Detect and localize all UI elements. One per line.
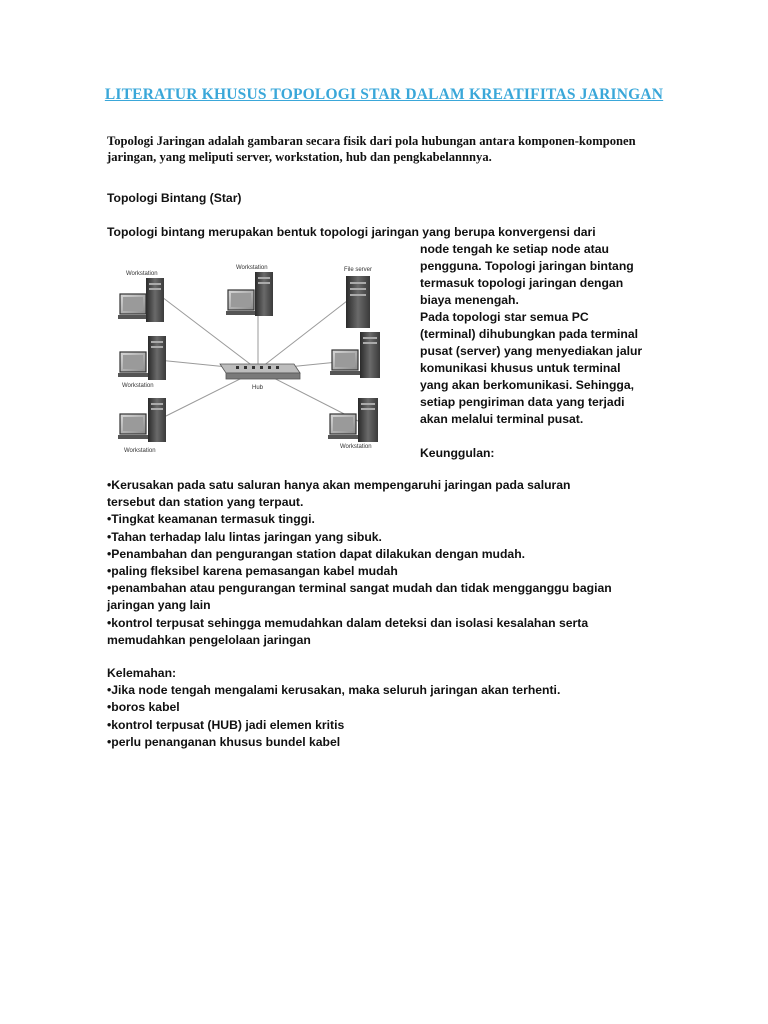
weaknesses-heading: Kelemahan:	[107, 666, 177, 680]
weaknesses-list	[107, 665, 667, 751]
column-line: akan melalui terminal pusat.	[420, 412, 584, 426]
section-subheading: Topologi Bintang (Star)	[107, 191, 242, 205]
workstation-label: Workstation	[236, 265, 268, 271]
advantages-list	[107, 477, 667, 649]
column-line: pusat (server) yang menyediakan jalur	[420, 344, 643, 358]
column-line: pengguna. Topologi jaringan bintang	[420, 259, 634, 273]
workstation-icon	[226, 272, 273, 316]
workstation-label: Workstation	[124, 448, 156, 454]
workstation-label: Workstation	[340, 444, 372, 450]
column-line: (terminal) dihubungkan pada terminal	[420, 327, 639, 341]
column-line: setiap pengiriman data yang terjadi	[420, 395, 625, 409]
column-line: node tengah ke setiap node atau	[420, 242, 609, 256]
advantages-heading: Keunggulan:	[420, 446, 495, 460]
list-item: •Kerusakan pada satu saluran hanya akan mempengaruhi jaringan pada saluran	[107, 478, 571, 492]
workstation-icon	[118, 278, 164, 322]
list-item: •Tahan terhadap lalu lintas jaringan yang sibuk.	[107, 529, 382, 544]
list-item: •kontrol terpusat sehingga memudahkan dalam deteksi dan isolasi kesalahan serta	[107, 615, 589, 630]
workstation-label: Workstation	[126, 271, 158, 277]
list-item: •penambahan atau pengurangan terminal sangat mudah dan tidak mengganggu bagian	[107, 581, 612, 596]
workstation-icon	[328, 398, 378, 442]
hub-label: Hub	[252, 385, 264, 391]
workstation-icon	[118, 336, 166, 380]
list-item: •paling fleksibel karena pemasangan kabel mudah	[107, 564, 398, 579]
column-line: termasuk topologi jaringan dengan	[420, 276, 624, 290]
list-item: •Tingkat keamanan termasuk tinggi.	[107, 512, 315, 527]
list-item: •Jika node tengah mengalami kerusakan, maka seluruh jaringan akan terhenti.	[107, 683, 561, 698]
workstation-icon	[330, 332, 380, 378]
intro-paragraph: Topologi Jaringan adalah gambaran secara fisik dari pola hubungan antara komponen-komponen jaringan, yang meliputi server, workstation, hub dan pengkabelannnya.	[107, 134, 636, 164]
column-line: Pada topologi star semua PC	[420, 310, 589, 324]
hub-icon	[220, 364, 300, 379]
column-line: yang akan berkomunikasi. Sehingga,	[420, 378, 635, 392]
column-line: komunikasi khusus untuk terminal	[420, 361, 621, 375]
document-title: LITERATUR KHUSUS TOPOLOGI STAR DALAM KREATIFITAS JARINGAN	[104, 86, 664, 103]
list-item: •kontrol terpusat (HUB) jadi elemen kritis	[107, 717, 345, 732]
list-item: •Penambahan dan pengurangan station dapat dilakukan dengan mudah.	[107, 546, 526, 561]
list-item: jaringan yang lain	[107, 598, 211, 613]
paragraph-first-line: Topologi bintang merupakan bentuk topologi jaringan yang berupa konvergensi dari	[107, 225, 596, 239]
workstation-label: Workstation	[122, 383, 154, 389]
list-item: tersebut dan station yang terpaut.	[107, 495, 304, 510]
workstation-icon	[118, 398, 166, 442]
list-item: •perlu penanganan khusus bundel kabel	[107, 734, 341, 749]
star-topology-diagram	[108, 252, 408, 460]
file-server-label: File server	[344, 267, 373, 273]
column-line: biaya menengah.	[420, 293, 519, 307]
list-item: memudahkan pengelolaan jaringan	[107, 632, 311, 647]
file-server-icon	[346, 276, 370, 328]
list-item: •boros kabel	[107, 700, 180, 715]
